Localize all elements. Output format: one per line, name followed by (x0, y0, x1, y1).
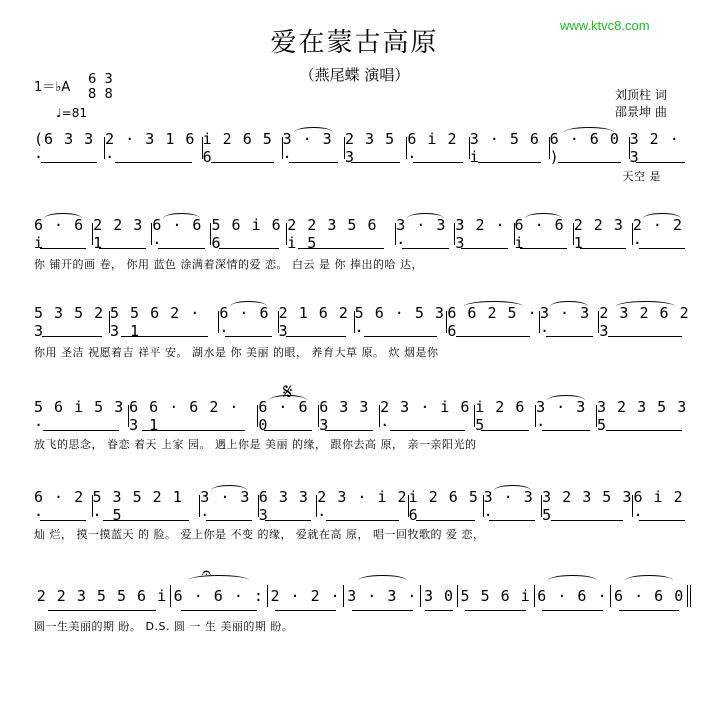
tie-arc (643, 213, 680, 224)
notation-row-1 (34, 130, 691, 166)
measure: 2 · 2 · (632, 223, 691, 245)
lyrics-row-5: 灿 烂， 摸一摸蓝天 的 脸。 爱上你是 不变 的缘， 爱就在高 原， 唱一回牧歌的 爱 恋， (34, 528, 485, 541)
measure: 3 · 3 · (199, 495, 258, 517)
measure: 2 3 2 6 2 3 (598, 311, 691, 333)
measure: 5 5 6 2 · 3 1 (109, 311, 218, 333)
tie-arc (230, 301, 267, 312)
fermata-icon: 𝄐 (202, 563, 211, 582)
measure: 5 3 5 2 3 (34, 311, 109, 333)
measure: 6 · 6 0 ) (549, 137, 629, 159)
measure: 6 i 2 · (632, 495, 691, 517)
lyrics-row-4: 放飞的思念， 眷恋 着天 上家 园。 遇上你是 美丽 的缘， 跟你去高 原， 亲一亲阳光的 (34, 438, 477, 451)
tie-arc (358, 575, 406, 586)
measure: 5 6 i 5 3 · (34, 405, 128, 427)
key-signature: 1＝♭A (34, 80, 71, 95)
measure: (6 3 3 · (34, 137, 104, 159)
tie-arc (464, 301, 523, 312)
lyrics-row-6: 圆一生美丽的期 盼。 D.S. 圆 一 生 美丽的期 盼。 (34, 620, 294, 633)
measure: 3 2 · 3 (454, 223, 513, 245)
measure: i 2 6 5 (474, 405, 535, 427)
notation-row-5 (34, 488, 691, 524)
measure: 2 2 3 1 (92, 223, 151, 245)
tie-arc (547, 395, 585, 406)
measure: 3 · 5 6 i (469, 137, 549, 159)
measure: 2 2 3 1 (573, 223, 632, 245)
tie-arc (211, 485, 248, 496)
segno-icon: 𝄋 (283, 380, 293, 405)
tie-arc (564, 127, 615, 138)
measure: 3 · 3 · (539, 311, 598, 333)
measure: i 2 6 5 6 (408, 495, 483, 517)
tie-arc (494, 485, 531, 496)
measure: 5 6 · 5 3 · (354, 304, 445, 340)
tie-arc (269, 395, 307, 406)
measure: 2 2 3 5 5 6 i (34, 585, 170, 607)
composer-credit: 邵景坤 曲 (615, 105, 667, 119)
measure-final: 6 · 6 0 (610, 585, 691, 607)
performer-subtitle: （燕尾蝶 演唱） (299, 66, 410, 84)
measure: 6 · 6 · : (170, 585, 267, 607)
tie-arc (163, 213, 200, 224)
measure: i 2 6 5 6 (202, 137, 282, 159)
measure: 2 2 3 5 6 i 5 (286, 223, 395, 245)
lyrics-row-1: 天空 是 (622, 170, 661, 183)
song-title: 爱在蒙古高原 (270, 28, 439, 58)
measure: 3 · 3 · (282, 137, 344, 159)
lyrics-row-2: 你 铺开的画 卷， 你用 蓝色 涂满着深情的爱 恋。 白云 是 你 捧出的哈 达， (34, 258, 423, 271)
notation-row-6 (34, 584, 691, 608)
measure: 6 6 · 6 2 · 3 1 (128, 405, 257, 427)
measure: 6 · 6 i (34, 223, 92, 245)
measure: 2 1 6 2 3 (278, 311, 354, 333)
measure: 6 · 6 0 (257, 405, 318, 427)
tie-arc (616, 301, 675, 312)
tempo-marking: ♩=81 (56, 106, 87, 120)
measure: 6 · 6 · (218, 311, 277, 333)
tie-arc (407, 213, 444, 224)
notation-row-3 (34, 304, 691, 340)
measure: 6 · 6 · (534, 585, 611, 607)
notation-row-2 (34, 216, 691, 252)
measure: 3 2 3 5 3 5 (596, 405, 691, 427)
measure: 3 · 3 · (535, 405, 596, 427)
notation-row-4 (34, 398, 691, 434)
measure: 2 · 3 1 6 · (104, 137, 201, 159)
measure: 5 3 5 2 1 · 5 (92, 495, 200, 517)
tie-arc (625, 575, 673, 586)
measure: 3 2 · 3 (629, 137, 691, 159)
measure: 5 6 i 6 6 (210, 223, 286, 245)
measure: 2 · 2 · (267, 585, 344, 607)
lyrics-row-3: 你用 圣洁 祝愿着吉 祥平 安。 湖水是 你 美丽 的眼， 养育大草 原。 炊 烟是你 (34, 346, 439, 359)
tie-arc (548, 575, 596, 586)
measure: 6 6 2 5 · 6 (446, 311, 539, 333)
measure: 6 · 6 · (151, 223, 210, 245)
measure: 2 3 · i 6 · (379, 405, 474, 427)
measure: 6 · 2 · (34, 495, 92, 517)
measure: 3 2 3 5 3 5 (542, 488, 633, 524)
measure: 6 3 3 3 (318, 405, 379, 427)
tie-arc (525, 213, 562, 224)
lyricist-credit: 刘顶柱 词 (615, 88, 667, 102)
measure: 3 0 (420, 585, 457, 607)
measure: 5 5 6 i (457, 585, 534, 607)
tie-arc (44, 213, 81, 224)
measure: 3 · 3 · (395, 223, 454, 245)
measure: 2 3 · i 2 · (317, 488, 408, 524)
measure: 3 · 3 · (343, 585, 420, 607)
tie-arc (550, 301, 587, 312)
measure: 2 3 5 3 (344, 137, 406, 159)
time-signature: 6 3 8 8 (88, 72, 113, 102)
tie-arc (188, 575, 249, 586)
measure: 6 3 3 3 (258, 495, 317, 517)
measure: 6 · 6 i (514, 223, 573, 245)
tie-arc (294, 127, 333, 138)
site-watermark: www.ktvc8.com (560, 18, 650, 33)
measure: 6 i 2 · (406, 137, 468, 159)
measure: 3 · 3 · (483, 495, 542, 517)
